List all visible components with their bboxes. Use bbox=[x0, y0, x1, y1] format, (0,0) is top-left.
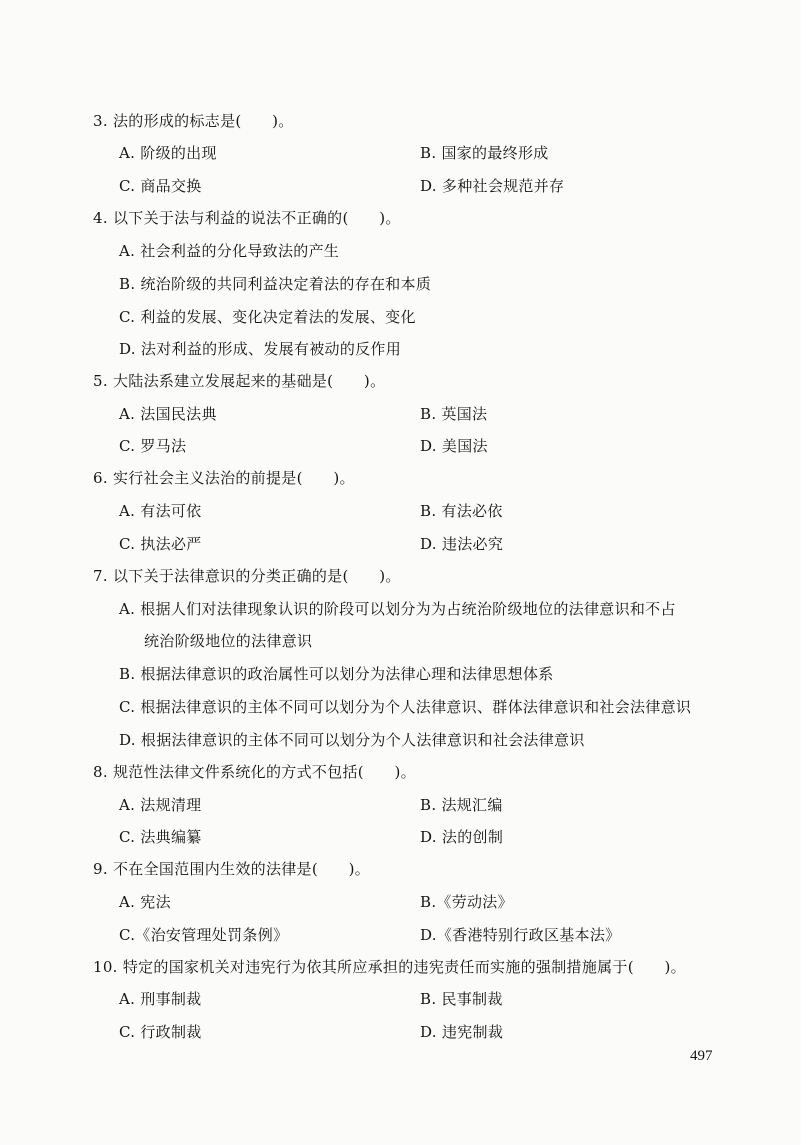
question-9-stem: 9. 不在全国范围内生效的法律是( )。 bbox=[93, 860, 371, 878]
question-7-option-a: A. 根据人们对法律现象认识的阶段可以划分为为占统治阶级地位的法律意识和不占 bbox=[119, 600, 676, 618]
question-7-stem: 7. 以下关于法律意识的分类正确的是( )。 bbox=[93, 567, 401, 585]
question-7-option-c: C. 根据法律意识的主体不同可以划分为个人法律意识、群体法律意识和社会法律意识 bbox=[119, 698, 692, 716]
question-4-option-b: B. 统治阶级的共同利益决定着法的存在和本质 bbox=[119, 275, 432, 293]
question-6-option-a: A. 有法可依 bbox=[119, 502, 202, 520]
question-6-stem: 6. 实行社会主义法治的前提是( )。 bbox=[93, 469, 355, 487]
question-9-option-b: B.《劳动法》 bbox=[420, 893, 513, 911]
question-10-option-a: A. 刑事制裁 bbox=[119, 990, 202, 1008]
question-8-stem: 8. 规范性法律文件系统化的方式不包括( )。 bbox=[93, 763, 416, 781]
question-3-option-b: B. 国家的最终形成 bbox=[420, 144, 549, 162]
question-7-option-b: B. 根据法律意识的政治属性可以划分为法律心理和法律思想体系 bbox=[119, 665, 554, 683]
question-9-option-c: C.《治安管理处罚条例》 bbox=[119, 926, 289, 944]
question-3-option-a: A. 阶级的出现 bbox=[119, 144, 217, 162]
question-5-option-c: C. 罗马法 bbox=[119, 437, 187, 455]
question-8-option-a: A. 法规清理 bbox=[119, 796, 202, 814]
question-4-option-c: C. 利益的发展、变化决定着法的发展、变化 bbox=[119, 308, 416, 326]
question-6-option-b: B. 有法必依 bbox=[420, 502, 503, 520]
question-5-option-a: A. 法国民法典 bbox=[119, 405, 217, 423]
question-4-stem: 4. 以下关于法与利益的说法不正确的( )。 bbox=[93, 209, 401, 227]
question-3-option-c: C. 商品交换 bbox=[119, 177, 202, 195]
question-8-option-b: B. 法规汇编 bbox=[420, 796, 503, 814]
question-6-option-c: C. 执法必严 bbox=[119, 535, 202, 553]
question-5-stem: 5. 大陆法系建立发展起来的基础是( )。 bbox=[93, 372, 386, 390]
question-3-stem: 3. 法的形成的标志是( )。 bbox=[93, 112, 294, 130]
question-3-option-d: D. 多种社会规范并存 bbox=[420, 177, 565, 195]
question-10-option-d: D. 违宪制裁 bbox=[420, 1023, 504, 1041]
question-10-option-b: B. 民事制裁 bbox=[420, 990, 503, 1008]
question-6-option-d: D. 违法必究 bbox=[420, 535, 504, 553]
question-8-option-d: D. 法的创制 bbox=[420, 828, 504, 846]
question-9-option-a: A. 宪法 bbox=[119, 893, 171, 911]
page-number: 497 bbox=[690, 1048, 713, 1064]
question-10-stem: 10. 特定的国家机关对违宪行为依其所应承担的违宪责任而实施的强制措施属于( )。 bbox=[93, 958, 686, 976]
question-7-option-a-continuation: 统治阶级地位的法律意识 bbox=[144, 632, 313, 650]
question-4-option-d: D. 法对利益的形成、发展有被动的反作用 bbox=[119, 340, 402, 358]
question-9-option-d: D.《香港特别行政区基本法》 bbox=[420, 926, 621, 944]
question-7-option-d: D. 根据法律意识的主体不同可以划分为个人法律意识和社会法律意识 bbox=[119, 731, 585, 749]
question-5-option-d: D. 美国法 bbox=[420, 437, 488, 455]
question-10-option-c: C. 行政制裁 bbox=[119, 1023, 202, 1041]
question-5-option-b: B. 英国法 bbox=[420, 405, 488, 423]
question-4-option-a: A. 社会利益的分化导致法的产生 bbox=[119, 242, 340, 260]
question-8-option-c: C. 法典编纂 bbox=[119, 828, 202, 846]
